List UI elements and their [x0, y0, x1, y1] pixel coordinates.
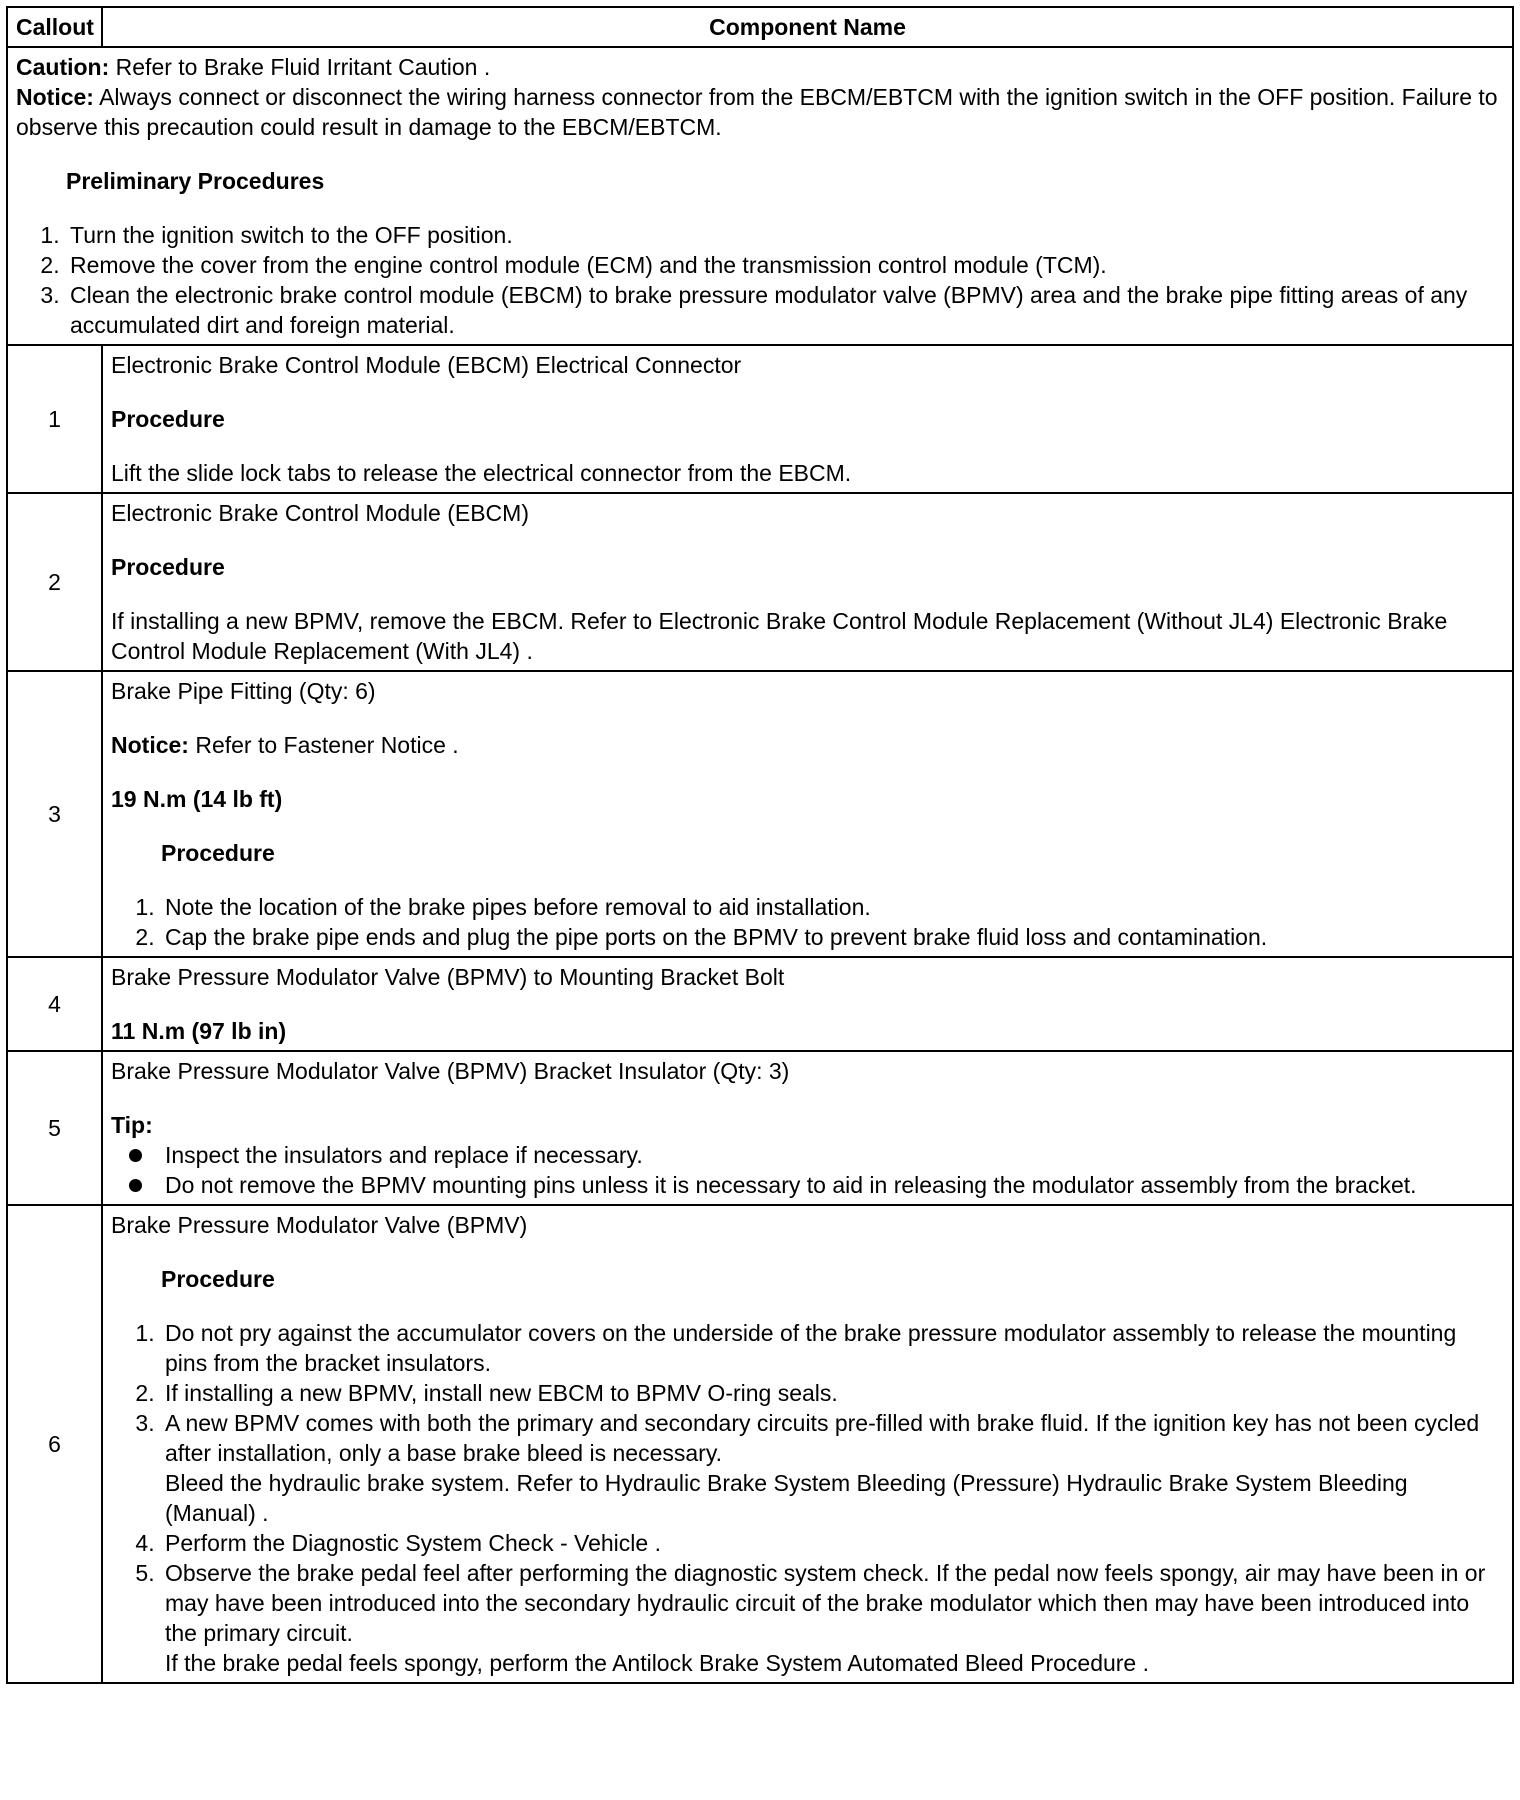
component-cell: [102, 957, 1513, 1051]
list-item: 1. Turn the ignition switch to the OFF position.: [66, 220, 1504, 250]
procedure-label: Procedure: [111, 554, 225, 580]
list-item: 3. Clean the electronic brake control module (EBCM) to brake pressure modulator valve (BPMV) area and the brake pipe fitting areas of any accumulated dirt and foreign material.: [66, 280, 1504, 340]
list-item: [161, 1140, 1504, 1170]
caution-line: [16, 52, 1504, 82]
list-item: [161, 1408, 1504, 1528]
component-name: Electronic Brake Control Module (EBCM): [111, 500, 529, 526]
procedure-text: If installing a new BPMV, remove the EBCM. Refer to Electronic Brake Control Module Replacement (Without JL4) Electronic Brake Control Module Replacement (With JL4) .: [111, 608, 1448, 664]
list-item: 4. Perform the Diagnostic System Check - Vehicle .: [161, 1528, 1504, 1558]
component-name: Electronic Brake Control Module (EBCM) Electrical Connector: [111, 352, 742, 378]
callout-number: 1: [7, 345, 102, 493]
tip-label: Tip:: [111, 1112, 153, 1138]
table-row: [7, 493, 1513, 671]
step-text: Observe the brake pedal feel after performing the diagnostic system check. If the pedal now feels spongy, air may have been in or may have been introduced into the secondary hydraulic circuit of the brake modulator which then may have been introduced into the primary circuit.: [165, 1560, 1486, 1646]
step-extra-text: Bleed the hydraulic brake system. Refer to Hydraulic Brake System Bleeding (Pressure) Hydraulic Brake System Bleeding (Manual) .: [165, 1470, 1408, 1526]
torque-spec: 19 N.m (14 lb ft): [111, 786, 283, 812]
component-column-header: Component Name: [102, 7, 1513, 47]
table-row: [7, 1051, 1513, 1205]
notice-line: [16, 82, 1504, 142]
callout-number: 3: [7, 671, 102, 957]
torque-spec: 11 N.m (97 lb in): [111, 1018, 287, 1044]
notice-label: Notice:: [111, 732, 189, 758]
table-row: [7, 345, 1513, 493]
intro-cell: [7, 47, 1513, 345]
step-extra-text: If the brake pedal feels spongy, perform the Antilock Brake System Automated Bleed Procedure .: [165, 1650, 1150, 1676]
preliminary-heading: Preliminary Procedures: [66, 168, 325, 194]
component-name: Brake Pressure Modulator Valve (BPMV) to Mounting Bracket Bolt: [111, 964, 785, 990]
procedure-table: [6, 6, 1514, 1684]
list-item: 2. Cap the brake pipe ends and plug the pipe ports on the BPMV to prevent brake fluid loss and contamination.: [161, 922, 1504, 952]
callout-column-header: Callout: [7, 7, 102, 47]
header-row: [7, 7, 1513, 47]
callout-number: 4: [7, 957, 102, 1051]
notice-line: [111, 730, 1504, 760]
bullet-text: Inspect the insulators and replace if necessary.: [165, 1142, 643, 1168]
component-cell: [102, 1051, 1513, 1205]
component-cell: [102, 671, 1513, 957]
component-name: Brake Pressure Modulator Valve (BPMV) Bracket Insulator (Qty: 3): [111, 1058, 790, 1084]
notice-text: Always connect or disconnect the wiring harness connector from the EBCM/EBTCM with the ignition switch in the OFF position. Failure to observe this precaution could result in damage to the EBCM/EBTCM.: [16, 84, 1498, 140]
callout-number: 6: [7, 1205, 102, 1683]
preliminary-steps: [16, 220, 1504, 340]
bullet-text: Do not remove the BPMV mounting pins unless it is necessary to aid in releasing the modulator assembly from the bracket.: [165, 1172, 1417, 1198]
notice-label: Notice:: [16, 84, 94, 110]
table-row: [7, 1205, 1513, 1683]
component-cell: [102, 345, 1513, 493]
callout-number: 2: [7, 493, 102, 671]
caution-text: Refer to Brake Fluid Irritant Caution .: [109, 54, 491, 80]
callout-number: 5: [7, 1051, 102, 1205]
intro-row: [7, 47, 1513, 345]
list-item: [161, 1170, 1504, 1200]
list-item: [161, 1558, 1504, 1678]
component-name: Brake Pipe Fitting (Qty: 6): [111, 678, 376, 704]
step-text: A new BPMV comes with both the primary and secondary circuits pre-filled with brake fluid. If the ignition key has not been cycled after installation, only a base brake bleed is necessary.: [165, 1410, 1480, 1466]
component-name: Brake Pressure Modulator Valve (BPMV): [111, 1212, 528, 1238]
list-item: 1. Note the location of the brake pipes before removal to aid installation.: [161, 892, 1504, 922]
bullet-icon: [129, 1179, 142, 1192]
list-item: 1. Do not pry against the accumulator covers on the underside of the brake pressure modulator assembly to release the mounting pins from the bracket insulators.: [161, 1318, 1504, 1378]
procedure-steps: [111, 1318, 1504, 1678]
procedure-label: Procedure: [111, 406, 225, 432]
component-cell: [102, 493, 1513, 671]
table-row: [7, 957, 1513, 1051]
component-cell: [102, 1205, 1513, 1683]
table-row: [7, 671, 1513, 957]
notice-text: Refer to Fastener Notice .: [188, 732, 459, 758]
procedure-text: Lift the slide lock tabs to release the electrical connector from the EBCM.: [111, 460, 852, 486]
caution-label: Caution:: [16, 54, 110, 80]
procedure-label: Procedure: [161, 1266, 275, 1292]
procedure-label: Procedure: [161, 840, 275, 866]
procedure-steps: [111, 892, 1504, 952]
bullet-icon: [129, 1149, 142, 1162]
tip-bullets: [111, 1140, 1504, 1200]
list-item: 2. Remove the cover from the engine control module (ECM) and the transmission control module (TCM).: [66, 250, 1504, 280]
list-item: 2. If installing a new BPMV, install new EBCM to BPMV O-ring seals.: [161, 1378, 1504, 1408]
